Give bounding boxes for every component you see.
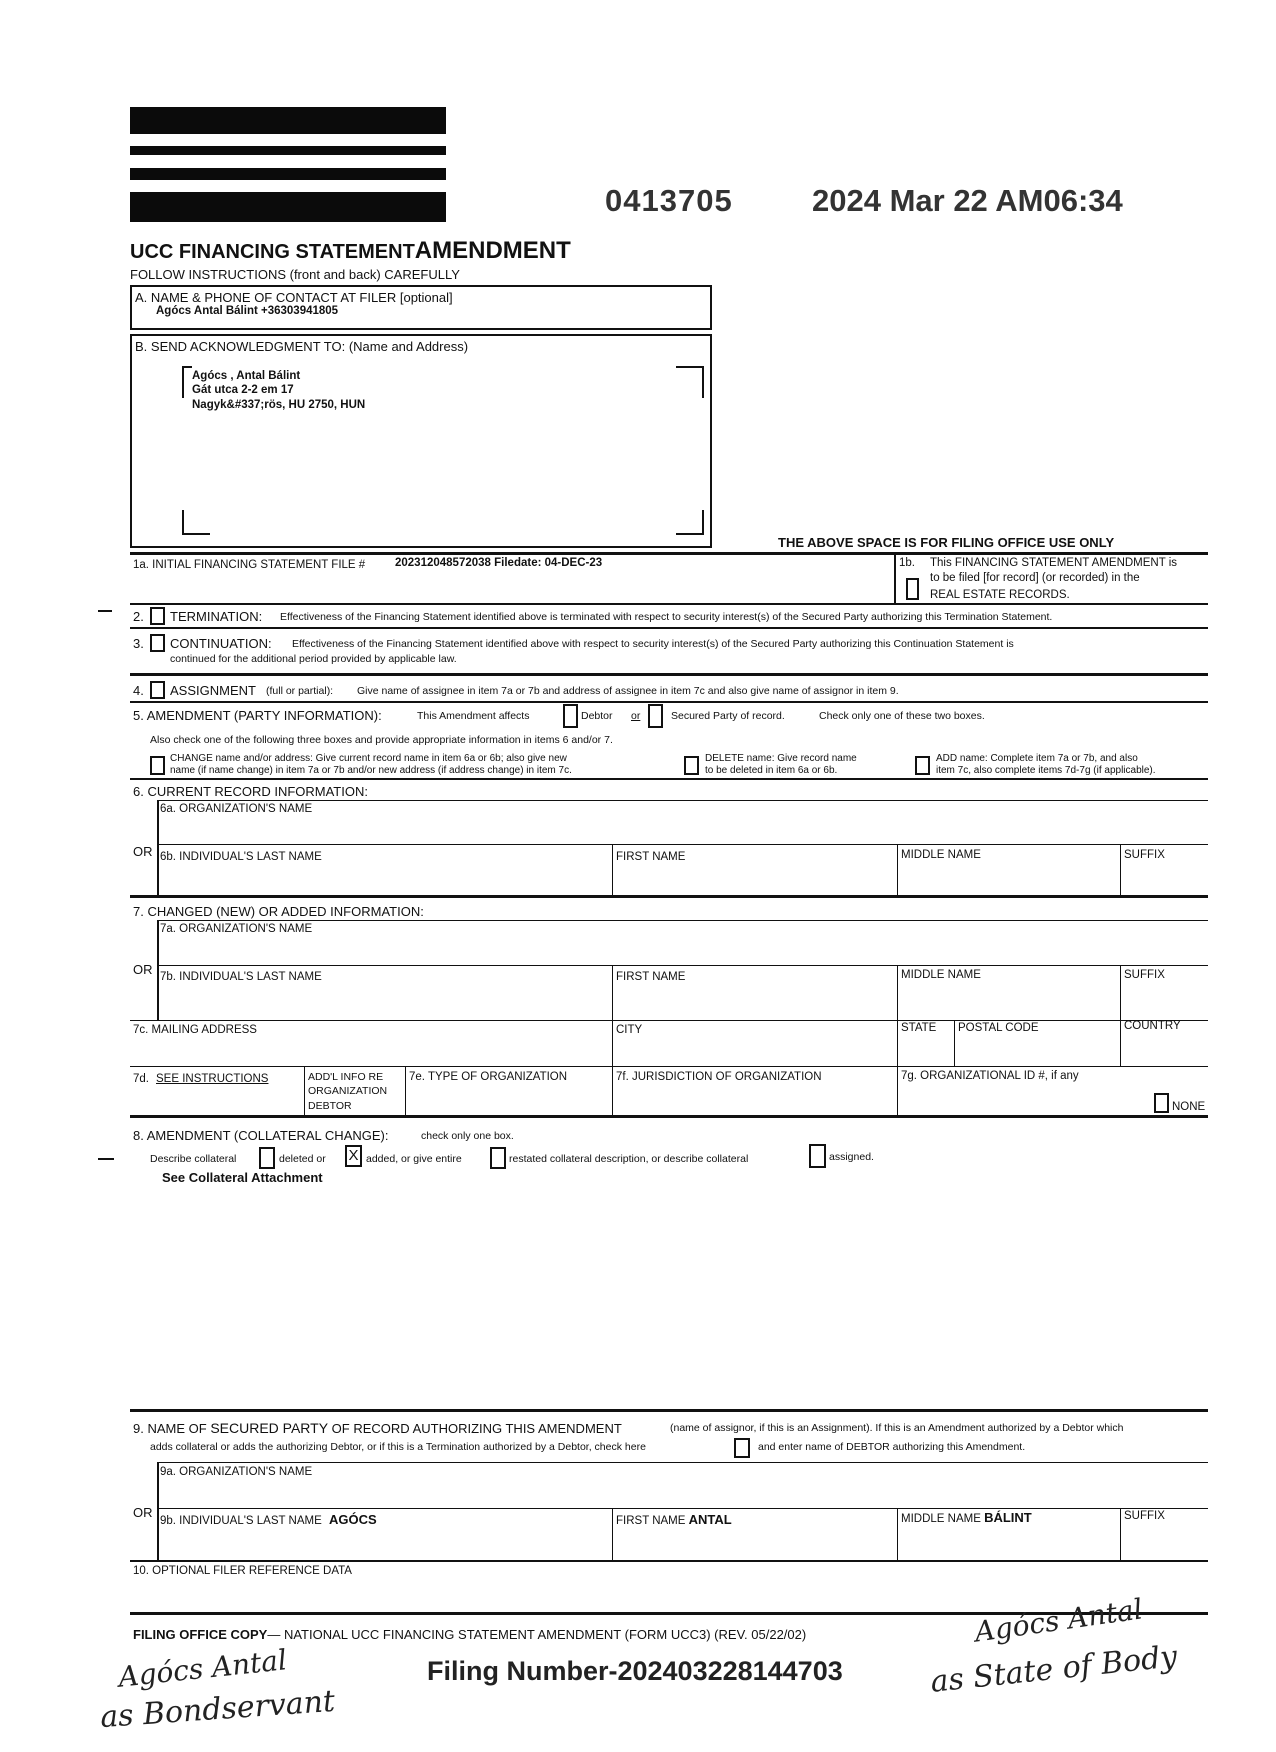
redaction-bar-1 xyxy=(130,107,446,134)
assigned-checkbox[interactable] xyxy=(809,1144,826,1168)
item6-suffix-label: SUFFIX xyxy=(1124,849,1165,861)
item9-note-3: and enter name of DEBTOR authorizing this Amendment. xyxy=(758,1441,1026,1453)
item3-text: Effectiveness of the Financing Statement identified above with respect to security interest(s) of the Secured Party authorizing this Continuation Statement is xyxy=(292,638,1014,650)
item9-note: (name of assignor, if this is an Assignment). If this is an Amendment authorized by a Debtor which xyxy=(670,1422,1124,1434)
margin-mark-2 xyxy=(98,1158,114,1160)
rule-2 xyxy=(130,603,1208,605)
margin-mark-1 xyxy=(98,610,112,612)
rule-7c-top xyxy=(130,1020,1208,1021)
ack-corner-bl xyxy=(182,510,210,535)
item10-label: 10. OPTIONAL FILER REFERENCE DATA xyxy=(133,1565,352,1577)
item9-last-caption: 9b. INDIVIDUAL'S LAST NAME xyxy=(160,1515,322,1527)
form-title-main: UCC FINANCING STATEMENT xyxy=(130,241,415,263)
item7-last-label: 7b. INDIVIDUAL'S LAST NAME xyxy=(160,971,322,983)
item7-addl-2: ORGANIZATION xyxy=(308,1085,388,1097)
rule-9 xyxy=(130,1409,1208,1412)
item7c-col-2 xyxy=(897,1020,898,1066)
signature-right-line-2: as State of Body xyxy=(928,1639,1179,1700)
item6-org-label: 6a. ORGANIZATION'S NAME xyxy=(160,803,313,815)
item8-restated: restated collateral description, or describe collateral xyxy=(509,1153,749,1165)
debtor-checkbox[interactable] xyxy=(563,704,578,728)
item7-city-label: CITY xyxy=(616,1024,643,1036)
item9-or: OR xyxy=(133,1505,153,1520)
item7-col-1 xyxy=(612,966,613,1020)
item9-first-label xyxy=(616,1512,732,1527)
ack-corner-tr xyxy=(676,366,704,398)
item7-first-label: FIRST NAME xyxy=(616,971,686,983)
item9-title xyxy=(133,1420,622,1436)
item5-secured: Secured Party of record. xyxy=(671,710,785,722)
item8-title: 8. AMENDMENT (COLLATERAL CHANGE): xyxy=(133,1128,389,1143)
item7c-col-1 xyxy=(612,1020,613,1066)
restated-checkbox[interactable] xyxy=(490,1147,506,1169)
item7-addl-3: DEBTOR xyxy=(308,1100,352,1112)
added-checkbox[interactable] xyxy=(345,1145,362,1167)
item6-middle-label: MIDDLE NAME xyxy=(901,849,981,861)
rule-7 xyxy=(130,895,1208,898)
ack-line-1[interactable]: Agócs , Antal Bálint xyxy=(192,370,301,382)
item7e-label: 7e. TYPE OF ORGANIZATION xyxy=(409,1071,568,1083)
item9-note-2: adds collateral or adds the authorizing Debtor, or if this is a Termination authorized by a Debtor, check here xyxy=(150,1441,646,1453)
item7d-col-2 xyxy=(405,1067,406,1115)
item3-num: 3. xyxy=(133,636,144,651)
filing-office-note: THE ABOVE SPACE IS FOR FILING OFFICE USE ONLY xyxy=(778,535,1115,550)
see-instructions-link[interactable]: SEE INSTRUCTIONS xyxy=(156,1073,269,1085)
item7-left-border xyxy=(157,920,159,1020)
item7-addl-1: ADD'L INFO RE xyxy=(308,1071,384,1083)
rule-5 xyxy=(130,701,1208,703)
item1b-line-2: to be filed [for record] (or recorded) in the xyxy=(930,572,1140,584)
item2-text: Effectiveness of the Financing Statement identified above is terminated with respect to security interest(s) of the Secured Party authorizing this Termination Statement. xyxy=(280,611,1053,623)
item1a-value[interactable]: 202312048572038 Filedate: 04-DEC-23 xyxy=(395,557,603,569)
item5-or: or xyxy=(631,710,641,722)
item1b-line-3: REAL ESTATE RECORDS. xyxy=(930,589,1070,601)
item9-middle-label xyxy=(901,1510,1032,1525)
form-title xyxy=(130,237,571,265)
ack-line-2[interactable]: Gát utca 2-2 em 17 xyxy=(192,384,294,396)
item9-title-a: 9. NAME OF xyxy=(133,1421,207,1436)
contact-value[interactable]: Agócs Antal Bálint +36303941805 xyxy=(156,305,339,317)
signature-right-line-1: Agócs Antal xyxy=(972,1592,1145,1649)
redaction-bar-2 xyxy=(130,146,446,155)
item5-change-1: CHANGE name and/or address: Give current record name in item 6a or 6b; also give new xyxy=(170,753,567,764)
contact-label: A. NAME & PHONE OF CONTACT AT FILER [optional] xyxy=(135,290,453,305)
debtor-authorized-checkbox[interactable] xyxy=(734,1438,750,1458)
footer-copy-bold: FILING OFFICE COPY xyxy=(133,1627,268,1642)
item9-middle-caption: MIDDLE NAME xyxy=(901,1513,981,1525)
item7-suffix-label: SUFFIX xyxy=(1124,969,1165,981)
ack-box xyxy=(130,334,712,548)
item5-debtor: Debtor xyxy=(581,710,613,722)
follow-instructions: FOLLOW INSTRUCTIONS (front and back) CAREFULLY xyxy=(130,267,460,282)
real-estate-checkbox[interactable] xyxy=(906,578,919,600)
continuation-checkbox[interactable] xyxy=(150,634,165,652)
item1b-num: 1b. xyxy=(899,557,915,569)
rule-6 xyxy=(130,778,1208,780)
item9-middle-value[interactable]: BÁLINT xyxy=(984,1510,1032,1525)
termination-checkbox[interactable] xyxy=(150,607,165,625)
item6-first-label: FIRST NAME xyxy=(616,851,686,863)
item4-text: Give name of assignee in item 7a or 7b and address of assignee in item 7c and also give name of assignor in item 9. xyxy=(357,685,899,697)
item7d-col-4 xyxy=(897,1067,898,1115)
add-checkbox[interactable] xyxy=(915,756,930,775)
signature-left-line-2: as Bondservant xyxy=(99,1683,337,1736)
item9-col-2 xyxy=(897,1509,898,1560)
item6-left-border xyxy=(157,800,159,896)
rule-6b-top xyxy=(157,844,1208,845)
item5-affects: This Amendment affects xyxy=(417,710,530,722)
secured-party-checkbox[interactable] xyxy=(648,704,663,728)
item9-last-value[interactable]: AGÓCS xyxy=(328,1512,377,1527)
assignment-checkbox[interactable] xyxy=(150,681,165,699)
item7-title: 7. CHANGED (NEW) OR ADDED INFORMATION: xyxy=(133,904,424,919)
item6-col-1 xyxy=(612,845,613,895)
item7-postal-label: POSTAL CODE xyxy=(958,1022,1039,1034)
item7-state-label: STATE xyxy=(901,1022,937,1034)
rule-7b-top xyxy=(157,965,1208,966)
item7d-label: 7d. xyxy=(133,1073,149,1085)
item1a-label: 1a. INITIAL FINANCING STATEMENT FILE # xyxy=(133,559,366,571)
ack-line-3[interactable]: Nagyk&#337;rös, HU 2750, HUN xyxy=(192,399,366,411)
rule-7a-top xyxy=(157,920,1208,921)
item6-col-2 xyxy=(897,845,898,895)
signature-right xyxy=(928,1592,1230,1720)
added-check-mark: X xyxy=(348,1147,359,1164)
ack-corner-br xyxy=(676,510,704,535)
item5-add-2: item 7c, also complete items 7d-7g (if applicable). xyxy=(936,765,1156,776)
deleted-checkbox[interactable] xyxy=(259,1147,275,1169)
change-checkbox[interactable] xyxy=(150,756,165,775)
item4-sub: (full or partial): xyxy=(266,685,334,697)
rule-3 xyxy=(130,627,1208,629)
item9-title-c: OF RECORD AUTHORIZING THIS AMENDMENT xyxy=(331,1421,622,1436)
item7d-col-1 xyxy=(304,1067,305,1115)
none-checkbox[interactable] xyxy=(1154,1093,1169,1113)
item8-attachment[interactable]: See Collateral Attachment xyxy=(162,1170,323,1185)
redaction-bar-3 xyxy=(130,168,446,180)
ack-label: B. SEND ACKNOWLEDGMENT TO: (Name and Address) xyxy=(135,339,469,354)
item5-delete-1: DELETE name: Give record name xyxy=(705,753,857,764)
footer-copy-rest: — NATIONAL UCC FINANCING STATEMENT AMENDMENT (FORM UCC3) (REV. 05/22/02) xyxy=(267,1627,807,1642)
item7-col-2 xyxy=(897,966,898,1020)
filing-timestamp: 2024 Mar 22 AM06:34 xyxy=(812,183,1123,218)
item5-change-2: name (if name change) in item 7a or 7b and/or new address (if address change) in item 7c. xyxy=(170,765,572,776)
item4-title: ASSIGNMENT xyxy=(170,683,256,698)
item9-last-label xyxy=(160,1512,377,1527)
footer-copy xyxy=(133,1627,806,1642)
item2-num: 2. xyxy=(133,609,144,624)
item7-none-label: NONE xyxy=(1172,1101,1206,1113)
rule-6a-top xyxy=(157,800,1208,801)
item7g-label: 7g. ORGANIZATIONAL ID #, if any xyxy=(901,1070,1079,1082)
item9-first-value[interactable]: ANTAL xyxy=(688,1512,732,1527)
item3-title: CONTINUATION: xyxy=(170,636,272,651)
item4-num: 4. xyxy=(133,683,144,698)
item9-left-border xyxy=(157,1462,159,1560)
item7-or: OR xyxy=(133,962,153,977)
item7-org-label: 7a. ORGANIZATION'S NAME xyxy=(160,923,313,935)
item5-title: 5. AMENDMENT (PARTY INFORMATION): xyxy=(133,708,382,723)
item6-last-label: 6b. INDIVIDUAL'S LAST NAME xyxy=(160,851,322,863)
item8-deleted: deleted or xyxy=(279,1153,326,1165)
item9-org-label: 9a. ORGANIZATION'S NAME xyxy=(160,1466,313,1478)
signature-left-line-1: Agócs Antal xyxy=(116,1643,289,1694)
rule-9b-top xyxy=(157,1508,1208,1509)
rule-4 xyxy=(130,673,1208,676)
item9-first-caption: FIRST NAME xyxy=(616,1515,686,1527)
item5-also: Also check one of the following three boxes and provide appropriate information in items 6 and/or 7. xyxy=(150,734,613,746)
item7d-col-3 xyxy=(612,1067,613,1115)
item9-suffix-label: SUFFIX xyxy=(1124,1510,1165,1522)
item9-col-3 xyxy=(1120,1509,1121,1560)
rule-9a-top xyxy=(157,1462,1208,1463)
ack-corner-tl xyxy=(182,366,192,398)
item6-title: 6. CURRENT RECORD INFORMATION: xyxy=(133,784,368,799)
item8-assigned: assigned. xyxy=(829,1151,874,1163)
form-title-amendment: AMENDMENT xyxy=(414,237,571,264)
item8-added: added, or give entire xyxy=(366,1153,462,1165)
item7-country-label: COUNTRY xyxy=(1124,1020,1181,1032)
file-number: 0413705 xyxy=(605,183,733,218)
item6-col-3 xyxy=(1120,845,1121,895)
item8-describe: Describe collateral xyxy=(150,1153,237,1165)
item9-col-1 xyxy=(612,1509,613,1560)
item1b-divider xyxy=(894,554,896,604)
item5-add-1: ADD name: Complete item 7a or 7b, and also xyxy=(936,753,1138,764)
rule-1 xyxy=(130,552,1208,555)
item7-col-3 xyxy=(1120,966,1121,1020)
item9-title-b: SECURED PARTY xyxy=(210,1420,329,1436)
item7c-col-3 xyxy=(954,1020,955,1066)
rule-7d-top xyxy=(130,1066,1208,1067)
item7c-col-4 xyxy=(1120,1020,1121,1066)
item7f-label: 7f. JURISDICTION OF ORGANIZATION xyxy=(616,1071,822,1083)
item2-title: TERMINATION: xyxy=(170,609,263,624)
rule-8 xyxy=(130,1115,1208,1118)
item5-delete-2: to be deleted in item 6a or 6b. xyxy=(705,765,838,776)
item1b-line-1: This FINANCING STATEMENT AMENDMENT is xyxy=(930,557,1178,569)
redaction-bar-4 xyxy=(130,192,446,222)
item5-check-only: Check only one of these two boxes. xyxy=(819,710,985,722)
signature-left xyxy=(99,1643,380,1740)
item7-mailing-label: 7c. MAILING ADDRESS xyxy=(133,1024,257,1036)
filing-number: Filing Number-202403228144703 xyxy=(427,1656,843,1686)
item7-middle-label: MIDDLE NAME xyxy=(901,969,981,981)
delete-checkbox[interactable] xyxy=(684,756,699,775)
rule-10 xyxy=(130,1560,1208,1562)
item8-check-one: check only one box. xyxy=(421,1130,514,1142)
item3-text-2: continued for the additional period provided by applicable law. xyxy=(170,653,457,665)
item6-or: OR xyxy=(133,844,153,859)
